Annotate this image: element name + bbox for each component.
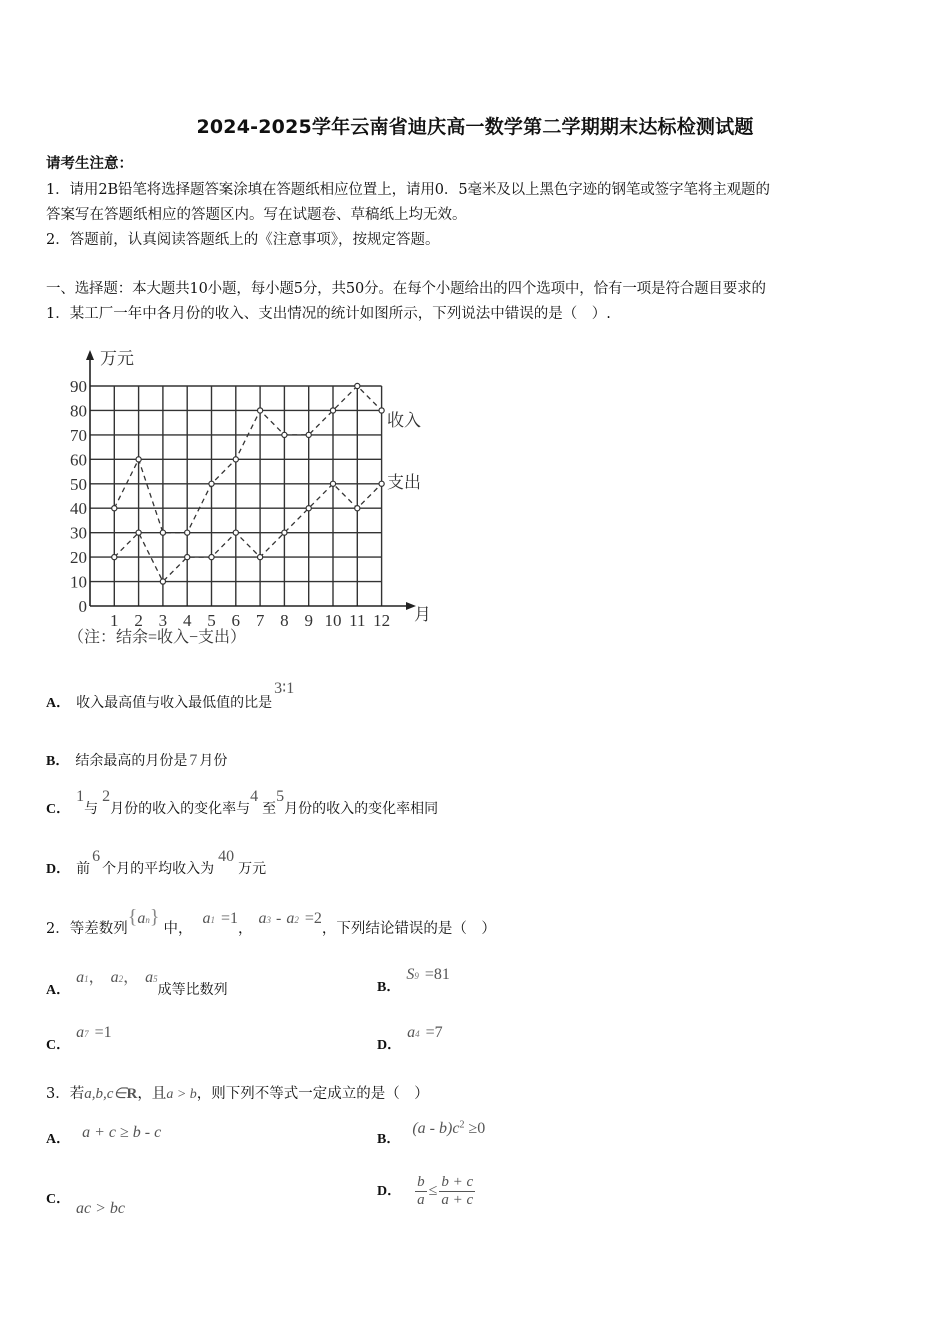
option-text: 成等比数列: [157, 982, 228, 998]
chart-axes: [86, 350, 416, 610]
q2-option-b[interactable]: B．S9 =81: [377, 966, 450, 995]
expense-point: [282, 530, 287, 535]
fraction-bc-over-ac: $\frac{b + c}{a + c}$: [441, 1174, 474, 1208]
chart-ticks: [70, 377, 390, 630]
x-tick-label: 11: [349, 611, 366, 630]
option-text: 与: [84, 801, 99, 817]
income-point: [306, 432, 311, 437]
q2-stem: 2．等差数列{an}中，a1 =1，a3 - a2 =2，下列结论错误的是（ ）: [46, 906, 496, 937]
x-tick-label: 10: [324, 611, 342, 630]
math-2: 2: [102, 788, 111, 805]
page-title: 2024-2025学年云南省迪庆高一数学第二学期期末达标检测试题: [196, 116, 754, 138]
option-label: D．: [377, 1038, 402, 1053]
q2-option-a[interactable]: A．a1， a2， a5成等比数列: [46, 969, 228, 998]
expense-point: [233, 530, 238, 535]
option-label: A．: [46, 983, 71, 998]
option-label: A．: [46, 1132, 71, 1147]
expense-point: [185, 555, 190, 560]
notice-heading: 请考生注意：: [46, 155, 133, 172]
option-text: 月份的收入的变化率相同: [284, 801, 439, 817]
option-label: D．: [377, 1184, 402, 1199]
expense-point: [258, 555, 263, 560]
income-point: [355, 383, 360, 388]
option-label: D．: [46, 862, 71, 877]
notice-line-1: 1．请用2B铅笔将选择题答案涂填在答题纸相应位置上，请用0．5毫米及以上黑色字迹的钢笔或签字笔将主观题的: [46, 182, 770, 198]
option-label: B．: [46, 754, 70, 769]
y-tick-label: 80: [70, 401, 87, 421]
q3-option-b[interactable]: B．$(a - b)c^2 \ge 0$: [377, 1119, 486, 1147]
option-label: A．: [46, 696, 71, 711]
chart-ylabel: 万元: [100, 349, 134, 368]
option-text: 收入最高值与收入最低值的比是: [76, 695, 273, 711]
y-axis-arrow: [86, 350, 94, 360]
x-tick-label: 2: [134, 611, 143, 630]
income-point: [379, 408, 384, 413]
expense-point: [136, 530, 141, 535]
legend-expense: 支出: [387, 473, 421, 492]
y-tick-label: 30: [70, 523, 87, 543]
income-point: [209, 481, 214, 486]
y-tick-label: 40: [70, 499, 87, 519]
chart-grid: [90, 386, 382, 606]
option-text: 前: [76, 861, 91, 877]
x-tick-label: 7: [255, 611, 265, 630]
option-text: 个月的平均收入为: [102, 861, 215, 877]
option-label: B．: [377, 980, 401, 995]
q2-option-d[interactable]: D．a4 =7: [377, 1024, 443, 1053]
income-point: [282, 432, 287, 437]
expense-point: [306, 506, 311, 511]
income-point: [112, 506, 117, 511]
expense-point: [160, 579, 165, 584]
x-tick-label: 3: [158, 611, 168, 630]
math-40: 40: [218, 848, 235, 865]
expense-point: [379, 481, 384, 486]
notice-line-3: 2．答题前，认真阅读答题纸上的《注意事项》，按规定答题。: [46, 232, 440, 248]
option-text: 万元: [238, 861, 267, 877]
q1-option-b[interactable]: [46, 750, 227, 770]
y-tick-label: 50: [70, 474, 87, 494]
option-text: 月份: [199, 753, 228, 769]
x-tick-label: 12: [373, 611, 391, 630]
notice-line-2: 答案写在答题纸相应的答题区内。写在试题卷、草稿纸上均无效。: [46, 207, 467, 223]
q1-option-a[interactable]: [46, 680, 295, 712]
option-label: C．: [46, 1038, 71, 1053]
option-text: 月份的收入的变化率与: [110, 801, 251, 817]
y-tick-label: 60: [70, 450, 87, 470]
income-point: [136, 457, 141, 462]
income-point: [185, 530, 190, 535]
y-tick-label: 70: [70, 425, 87, 445]
q2-option-c[interactable]: C．a7 =1: [46, 1024, 112, 1053]
expense-point: [112, 555, 117, 560]
x-tick-label: 8: [280, 611, 289, 630]
option-text: 结余最高的月份是: [75, 753, 188, 769]
q1-stem: 1．某工厂一年中各月份的收入、支出情况的统计如图所示，下列说法中错误的是（ ）.: [46, 306, 611, 322]
chart-xlabel: 月: [414, 605, 431, 624]
q1-option-d[interactable]: [46, 846, 267, 877]
income-point: [233, 457, 238, 462]
income-point: [258, 408, 263, 413]
math-1: 1: [76, 788, 85, 805]
q1-option-c[interactable]: [46, 788, 439, 817]
math-4: 4: [250, 788, 259, 805]
section-heading: 一、选择题：本大题共10小题，每小题5分，共50分。在每个小题给出的四个选项中，恰有一项是符合题目要求的: [46, 281, 766, 297]
fraction-b-over-a: $\frac{b}{a}$: [417, 1174, 425, 1208]
x-tick-label: 1: [110, 611, 119, 630]
x-tick-label: 9: [304, 611, 313, 630]
option-label: C．: [46, 1192, 71, 1207]
math-ratio: 3∶1: [274, 680, 295, 697]
legend-income: 收入: [387, 411, 421, 430]
option-label: B．: [377, 1132, 401, 1147]
x-tick-label: 4: [182, 611, 192, 630]
chart-note: （注：结余=收入−支出）: [68, 629, 247, 646]
income-point: [330, 408, 335, 413]
math-6: 6: [92, 848, 101, 865]
math-5: 5: [276, 788, 285, 805]
option-text: 至: [262, 801, 277, 817]
income-point: [160, 530, 165, 535]
y-tick-label: 20: [70, 548, 87, 568]
expense-point: [209, 555, 214, 560]
option-label: C．: [46, 802, 71, 817]
q3-option-c[interactable]: [46, 1188, 76, 1208]
q3-option-c-expr: ac > bc: [76, 1200, 125, 1217]
q3-option-a[interactable]: A． a + c ≥ b - c: [46, 1124, 162, 1147]
y-tick-label: 10: [70, 572, 87, 592]
q3-stem: 3．若a,b,c∈R，且a > b，则下列不等式一定成立的是（ ）: [46, 1086, 429, 1102]
x-tick-label: 5: [207, 611, 216, 630]
y-tick-label: 90: [70, 377, 87, 396]
q3-option-d[interactable]: D． $\frac{b}{a}$ ≤ $\frac{b + c}{a + c}$: [377, 1174, 474, 1208]
x-tick-label: 6: [231, 611, 241, 630]
expense-point: [330, 481, 335, 486]
expense-point: [355, 506, 360, 511]
math-month: 7: [189, 752, 198, 769]
y-tick-label: 0: [78, 597, 87, 616]
income-expense-chart: [60, 340, 460, 660]
